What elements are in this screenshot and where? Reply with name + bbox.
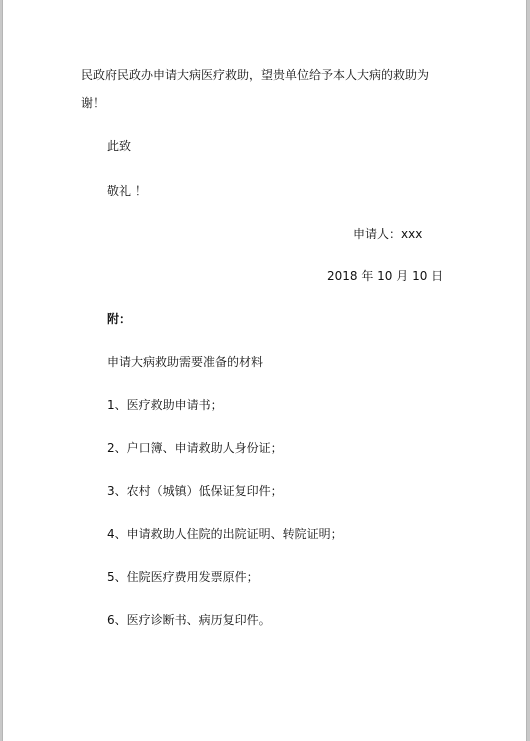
materials-title: 申请大病救助需要准备的材料 bbox=[107, 355, 264, 369]
material-item-3: 3、农村（城镇）低保证复印件； bbox=[107, 484, 283, 498]
closing-salutation: 此致 bbox=[107, 139, 132, 153]
closing-regards: 敬礼 ！ bbox=[107, 184, 147, 198]
material-item-5: 5、住院医疗费用发票原件； bbox=[107, 570, 259, 584]
application-date: 2018 年 10 月 10 日 bbox=[327, 269, 444, 283]
attachment-heading: 附： bbox=[107, 312, 132, 326]
material-item-2: 2、户口簿、申请救助人身份证； bbox=[107, 441, 283, 455]
material-item-4: 4、申请救助人住院的出院证明、转院证明； bbox=[107, 527, 343, 541]
material-item-6: 6、医疗诊断书、病历复印件。 bbox=[107, 613, 271, 627]
body-text-line-1: 民政府民政办申请大病医疗救助，望贵单位给予本人大病的救助为 bbox=[81, 68, 430, 82]
body-text-line-2: 谢！ bbox=[81, 96, 106, 110]
material-item-1: 1、医疗救助申请书； bbox=[107, 398, 223, 412]
document-page bbox=[2, 0, 527, 741]
applicant-signature: 申请人：xxx bbox=[353, 227, 423, 241]
